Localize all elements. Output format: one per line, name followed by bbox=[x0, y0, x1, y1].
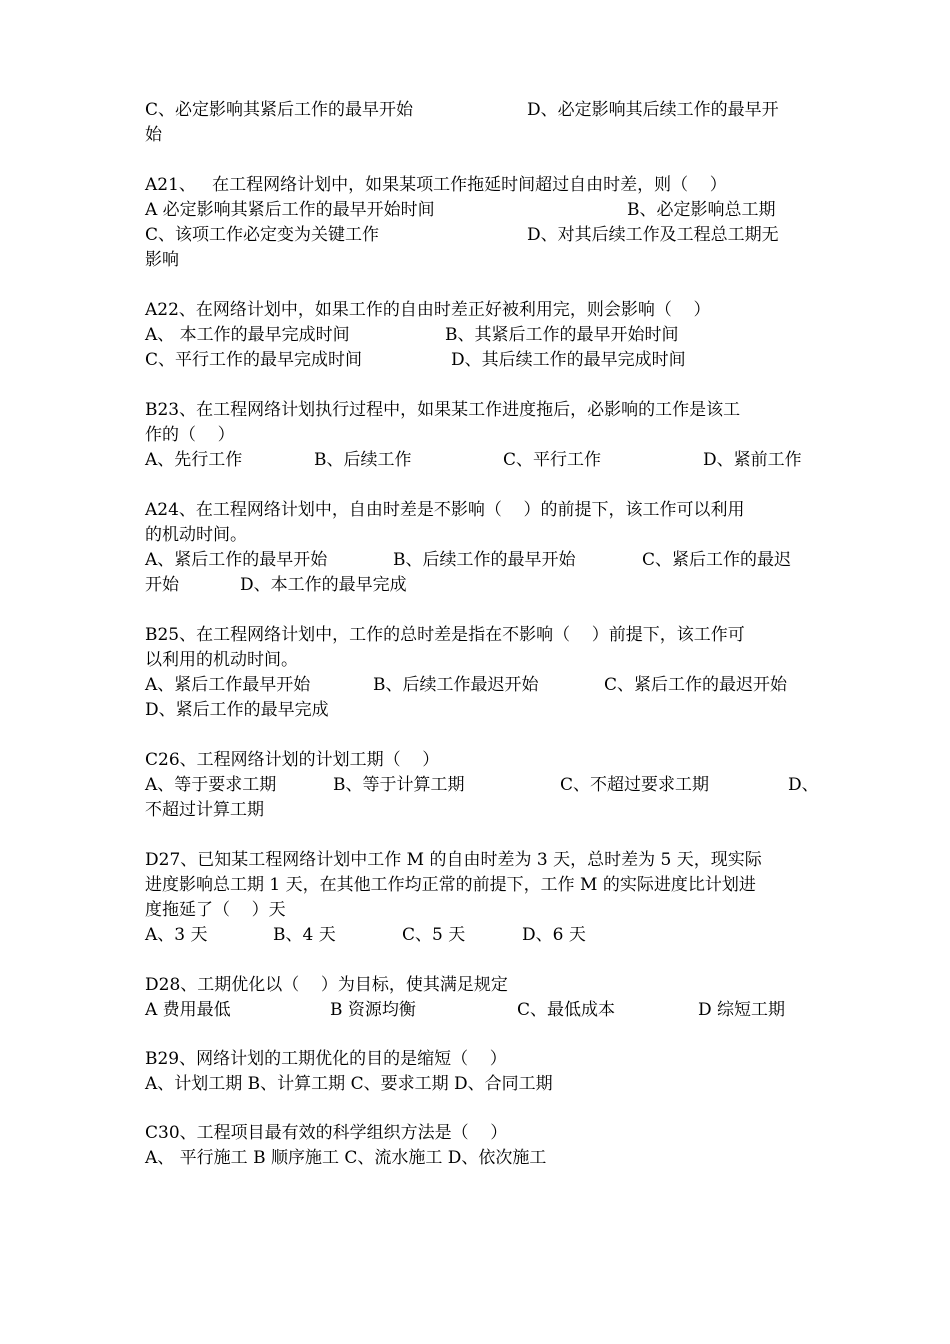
q24-option-c-cont: 开始 bbox=[145, 575, 179, 595]
q26-option-d: D、 bbox=[788, 775, 819, 795]
q22-option-b: B、其紧后工作的最早开始时间 bbox=[445, 325, 679, 345]
q21-option-c: C、该项工作必定变为关键工作 bbox=[145, 225, 380, 245]
q24-option-a: A、紧后工作的最早开始 bbox=[145, 550, 328, 570]
q25-option-a: A、紧后工作最早开始 bbox=[145, 675, 311, 695]
q21-option-d-cont: 影响 bbox=[145, 250, 179, 270]
q23-option-b: B、后续工作 bbox=[314, 450, 412, 470]
q24-option-d: D、本工作的最早完成 bbox=[240, 575, 407, 595]
q26-option-b: B、等于计算工期 bbox=[333, 775, 465, 795]
q28-option-c: C、最低成本 bbox=[517, 1000, 616, 1020]
q24-question: A24、在工程网络计划中，自由时差是不影响（ ）的前提下，该工作可以利用 bbox=[145, 500, 745, 520]
q21-option-a: A 必定影响其紧后工作的最早开始时间 bbox=[145, 200, 435, 220]
q21-question: A21、 在工程网络计划中，如果某项工作拖延时间超过自由时差，则（ ） bbox=[145, 175, 727, 195]
q22-option-d: D、其后续工作的最早完成时间 bbox=[451, 350, 686, 370]
q27-option-d: D、6 天 bbox=[522, 925, 586, 945]
q25-question: B25、在工程网络计划中，工作的总时差是指在不影响（ ）前提下，该工作可 bbox=[145, 625, 745, 645]
q25-option-c: C、紧后工作的最迟开始 bbox=[604, 675, 788, 695]
q23-option-a: A、先行工作 bbox=[145, 450, 243, 470]
q23-question-cont: 作的（ ） bbox=[145, 425, 235, 445]
q24-question-cont: 的机动时间。 bbox=[145, 525, 247, 545]
q27-option-c: C、5 天 bbox=[402, 925, 466, 945]
q27-question-cont-1: 进度影响总工期 1 天，在其他工作均正常的前提下，工作 M 的实际进度比计划进 bbox=[145, 875, 756, 895]
q22-option-a: A、 本工作的最早完成时间 bbox=[145, 325, 350, 345]
q27-option-b: B、4 天 bbox=[273, 925, 336, 945]
q27-option-a: A、3 天 bbox=[145, 925, 208, 945]
q20-option-d-cont: 始 bbox=[145, 125, 162, 145]
q26-option-d-cont: 不超过计算工期 bbox=[145, 800, 264, 820]
q28-option-a: A 费用最低 bbox=[145, 1000, 231, 1020]
q20-option-c: C、必定影响其紧后工作的最早开始 bbox=[145, 100, 414, 120]
q23-option-c: C、平行工作 bbox=[503, 450, 602, 470]
q28-question: D28、工期优化以（ ）为目标，使其满足规定 bbox=[145, 975, 508, 995]
q25-question-cont: 以利用的机动时间。 bbox=[145, 650, 298, 670]
q21-option-d: D、对其后续工作及工程总工期无 bbox=[527, 225, 779, 245]
q23-option-d: D、紧前工作 bbox=[703, 450, 802, 470]
q29-options: A、计划工期 B、计算工期 C、要求工期 D、合同工期 bbox=[145, 1074, 553, 1094]
q26-option-c: C、不超过要求工期 bbox=[560, 775, 710, 795]
q28-option-d: D 综短工期 bbox=[698, 1000, 786, 1020]
q27-question: D27、已知某工程网络计划中工作 M 的自由时差为 3 天，总时差为 5 天，现实际 bbox=[145, 850, 762, 870]
q30-options: A、 平行施工 B 顺序施工 C、流水施工 D、依次施工 bbox=[145, 1148, 547, 1168]
q26-option-a: A、等于要求工期 bbox=[145, 775, 277, 795]
q23-question: B23、在工程网络计划执行过程中，如果某工作进度拖后，必影响的工作是该工 bbox=[145, 400, 741, 420]
q25-option-d: D、紧后工作的最早完成 bbox=[145, 700, 329, 720]
q24-option-b: B、后续工作的最早开始 bbox=[393, 550, 576, 570]
q24-option-c: C、紧后工作的最迟 bbox=[642, 550, 792, 570]
q22-option-c: C、平行工作的最早完成时间 bbox=[145, 350, 363, 370]
q21-option-b: B、必定影响总工期 bbox=[627, 200, 776, 220]
q25-option-b: B、后续工作最迟开始 bbox=[373, 675, 539, 695]
q30-question: C30、工程项目最有效的科学组织方法是（ ） bbox=[145, 1123, 508, 1143]
q22-question: A22、在网络计划中，如果工作的自由时差正好被利用完，则会影响（ ） bbox=[145, 300, 711, 320]
q29-question: B29、网络计划的工期优化的目的是缩短（ ） bbox=[145, 1049, 507, 1069]
q27-question-cont-2: 度拖延了（ ）天 bbox=[145, 900, 286, 920]
q28-option-b: B 资源均衡 bbox=[330, 1000, 416, 1020]
q26-question: C26、工程网络计划的计划工期（ ） bbox=[145, 750, 440, 770]
q20-option-d: D、必定影响其后续工作的最早开 bbox=[527, 100, 779, 120]
